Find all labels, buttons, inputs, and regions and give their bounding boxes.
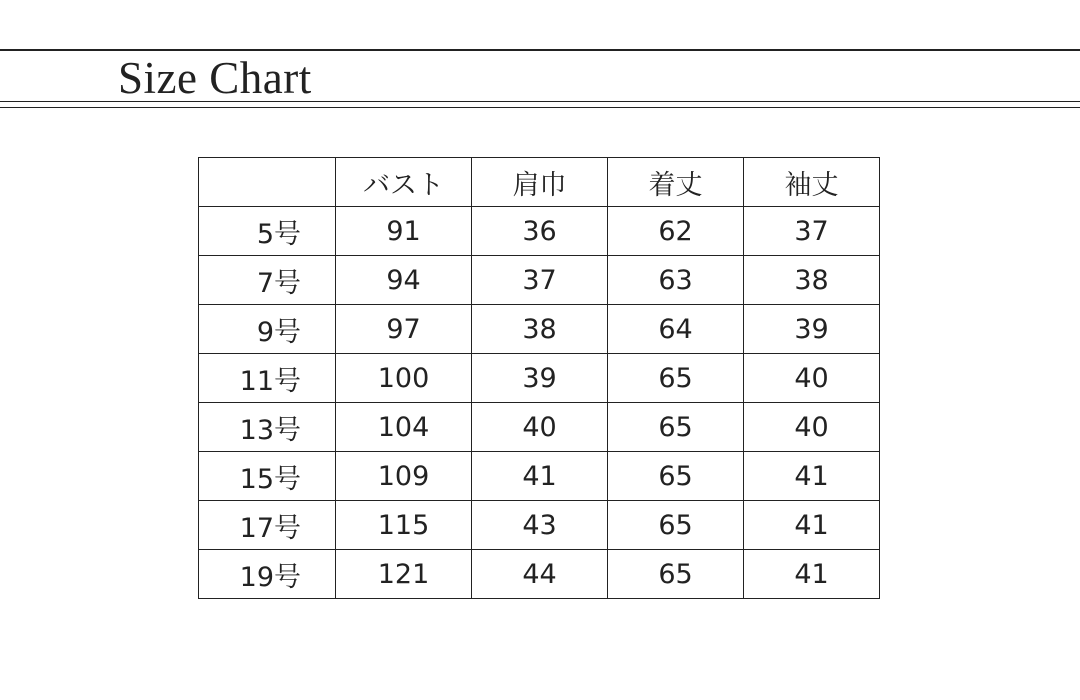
cell-shoulder-width: 44	[472, 550, 608, 599]
size-chart-table	[198, 157, 880, 599]
cell-bust: 115	[336, 501, 472, 550]
table-header-row	[199, 158, 880, 207]
cell-sleeve-length: 41	[744, 452, 880, 501]
table-row	[199, 403, 880, 452]
table-row	[199, 207, 880, 256]
row-size-label: 7号	[199, 256, 336, 305]
cell-shoulder-width: 38	[472, 305, 608, 354]
cell-length: 64	[608, 305, 744, 354]
table-row	[199, 550, 880, 599]
cell-bust: 109	[336, 452, 472, 501]
table-row	[199, 452, 880, 501]
row-size-label: 13号	[199, 403, 336, 452]
column-header-bust: バスト	[336, 158, 472, 207]
cell-length: 65	[608, 403, 744, 452]
row-size-label: 5号	[199, 207, 336, 256]
cell-shoulder-width: 39	[472, 354, 608, 403]
row-size-label: 19号	[199, 550, 336, 599]
cell-bust: 121	[336, 550, 472, 599]
cell-bust: 100	[336, 354, 472, 403]
row-size-label: 15号	[199, 452, 336, 501]
cell-length: 65	[608, 452, 744, 501]
cell-length: 65	[608, 354, 744, 403]
cell-bust: 97	[336, 305, 472, 354]
header-top-rule	[0, 49, 1080, 51]
cell-length: 62	[608, 207, 744, 256]
header-double-rule-upper	[0, 101, 1080, 102]
column-header-sleeve-length: 袖丈	[744, 158, 880, 207]
cell-sleeve-length: 41	[744, 550, 880, 599]
header-double-rule-lower	[0, 107, 1080, 108]
cell-sleeve-length: 40	[744, 403, 880, 452]
cell-length: 63	[608, 256, 744, 305]
cell-bust: 104	[336, 403, 472, 452]
table-corner-cell	[199, 158, 336, 207]
cell-length: 65	[608, 501, 744, 550]
row-size-label: 9号	[199, 305, 336, 354]
column-header-length: 着丈	[608, 158, 744, 207]
table-row	[199, 256, 880, 305]
cell-sleeve-length: 39	[744, 305, 880, 354]
table-row	[199, 354, 880, 403]
row-size-label: 17号	[199, 501, 336, 550]
cell-shoulder-width: 43	[472, 501, 608, 550]
cell-sleeve-length: 38	[744, 256, 880, 305]
cell-sleeve-length: 40	[744, 354, 880, 403]
table-row	[199, 305, 880, 354]
cell-bust: 94	[336, 256, 472, 305]
cell-shoulder-width: 37	[472, 256, 608, 305]
cell-sleeve-length: 41	[744, 501, 880, 550]
cell-shoulder-width: 40	[472, 403, 608, 452]
cell-sleeve-length: 37	[744, 207, 880, 256]
cell-shoulder-width: 41	[472, 452, 608, 501]
column-header-shoulder-width: 肩巾	[472, 158, 608, 207]
cell-length: 65	[608, 550, 744, 599]
row-size-label: 11号	[199, 354, 336, 403]
page-title: Size Chart	[118, 53, 312, 103]
cell-bust: 91	[336, 207, 472, 256]
table-row	[199, 501, 880, 550]
cell-shoulder-width: 36	[472, 207, 608, 256]
